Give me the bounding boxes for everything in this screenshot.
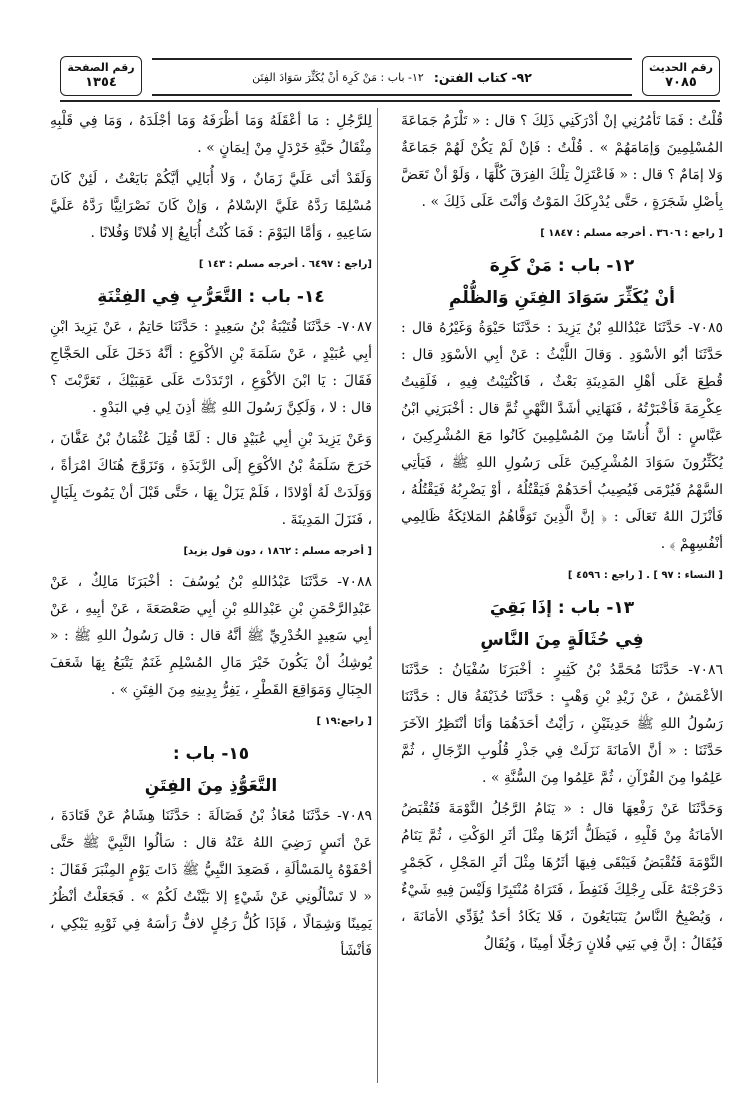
page-number-box: [60, 56, 142, 96]
paragraph: وَحَدَّثَنَا عَنْ رَفْعِهَا قال : « يَنَامُ الرَّجُلُ النَّوْمَةَ فَتُقْبَضُ الأمَانَةُ مِنْ قَلْبِهِ ، فَيَظَلُّ أثَرُهَا مِثْلَ أثَرِ الوَكْتِ ، ثُمَّ يَنَامُ النَّوْمَةَ فَتُقْبَضُ فَيَبْقَى فِيهَا أثَرُهَا مِثْلَ أثَرِ المَجْلِ ، كَجَمْرٍ دَحْرَجْتَهُ عَلَى رِجْلِكَ فَنَفِطَ ، فَتَرَاهُ مُنْتَبِرًا وَلَيْسَ فِيهِ شَيْءٌ ، وَيُصْبِحُ النَّاسُ يَتَبَايَعُونَ ، فَلا يَكَادُ أحَدٌ يُؤَدِّي الأمَانَةَ ، فَيُقَالُ : إنَّ فِي بَنِي فُلانٍ رَجُلًا أمِينًا ، وَيُقَالُ: [401, 801, 723, 952]
page-number-label: رقم الصفحة: [67, 61, 135, 74]
column-divider: [377, 108, 378, 1083]
reference-note: [راجع : ٦٤٩٧ . أخرجه مسلم : ١٤٣ ]: [198, 259, 372, 270]
chapter-heading-14: ١٤- باب : التَّعَرُّبِ فِي الفِتْنَةِ: [97, 287, 325, 307]
running-title: [152, 58, 632, 96]
reference-note: [ أخرجه مسلم : ١٨٦٢ ، دون قول يزيد]: [183, 546, 372, 557]
page-number: ١٣٥٤: [85, 74, 117, 90]
book-title: ٩٢- كتاب الفتن:: [433, 69, 532, 85]
chapter-heading-15: ١٥- باب :: [172, 744, 250, 764]
header-rule: [60, 100, 720, 102]
hadith-7087: ٧٠٨٧- حَدَّثَنَا قُتَيْبَةُ بْنُ سَعِيدٍ : حَدَّثَنَا حَاتِمٌ ، عَنْ يَزِيدَ ابْنِ أبِي عُبَيْدٍ ، عَنْ سَلَمَةَ بْنِ الأكْوَعِ : أنَّهُ دَخَلَ عَلَى الحَجَّاجِ فَقَالَ : يَا ابْنَ الأكْوَعِ ، ارْتَدَدْتَ عَلَى عَقِبَيْكَ ، تَعَرَّبْتَ ؟ قال : لا ، وَلَكِنَّ رَسُولَ اللهِ ﷺ أذِنَ لِي فِي البَدْوِ .: [50, 319, 372, 416]
reference-note: [ راجع:١٩ ]: [316, 716, 372, 727]
hadith-number-box: [642, 56, 720, 96]
hadith-7085: ٧٠٨٥- حَدَّثَنَا عَبْدُاللهِ بْنُ يَزِيدَ : حَدَّثَنَا حَيْوَةُ وَغَيْرُهُ قال : حَدَّثَنَا أبُو الأسْوَدِ . وَقالَ اللَّيْثُ : عَنْ أبِي الأسْوَدِ قال : قُطِعَ عَلَى أهْلِ المَدِينَةِ بَعْثٌ ، فَاكْتُتِبْتُ فِيهِ ، فَلَقِيتُ عِكْرِمَةَ فَأخْبَرْتُهُ ، فَنَهَانِي أشَدَّ النَّهْيِ ثُمَّ قال : أخْبَرَنِي ابْنُ عَبَّاسٍ : أنَّ أُناسًا مِنَ المُسْلِمِينَ كَانُوا مَعَ المُشْرِكِينَ ، يُكَثِّرُونَ سَوَادَ المُشْرِكِينَ عَلَى رَسُولِ اللهِ ﷺ ، فَيَأتِي السَّهْمُ فَيُرْمَى فَيُصِيبُ أحَدَهُمْ فَيَقْتُلُهُ ، أوْ يَضْرِبُهُ فَيَقْتُلُهُ ، فَأنْزَلَ اللهُ تَعَالَى : ﴿ إنَّ الَّذِينَ تَوَفَّاهُمُ المَلائِكَةُ ظَالِمِي أنْفُسِهِمْ ﴾ .: [401, 320, 723, 552]
hadith-7088: ٧٠٨٨- حَدَّثَنَا عَبْدُاللهِ بْنُ يُوسُفَ : أخْبَرَنَا مَالِكٌ ، عَنْ عَبْدِالرَّحْمَنِ بْنِ عَبْدِاللهِ بْنِ أبِي صَعْصَعَةَ ، عَنْ أبِيهِ ، عَنْ أبِي سَعِيدٍ الخُدْرِيِّ ﷺ أنَّهُ قال : قال رَسُولُ اللهِ ﷺ : « يُوشِكُ أنْ يَكُونَ خَيْرَ مَالِ المُسْلِمِ غَنَمٌ يَتْبَعُ بِهَا شَعَفَ الجِبَالِ وَمَوَاقِعَ القَطْرِ ، يَفِرُّ بِدِينِهِ مِنَ الفِتَنِ » .: [50, 574, 372, 698]
hadith-7089: ٧٠٨٩- حَدَّثَنَا مُعَاذُ بْنُ فَضَالَةَ : حَدَّثَنَا هِشَامٌ عَنْ قَتَادَةَ ، عَنْ أنَسٍ رَضِيَ اللهُ عَنْهُ قال : سَألُوا النَّبِيَّ ﷺ حَتَّى أحْفَوْهُ بِالمَسْألَةِ ، فَصَعِدَ النَّبِيُّ ﷺ ذَاتَ يَوْمٍ المِنْبَرَ فَقَالَ : « لا تَسْألُونِي عَنْ شَيْءٍ إلا بَيَّنْتُ لَكُمْ » . فَجَعَلْتُ أنْظُرُ يَمِينًا وَشِمَالًا ، فَإذَا كُلُّ رَجُلٍ لافٌّ رَأسَهُ فِي ثَوْبِهِ يَبْكِي ، فَأنْشَأ: [50, 808, 372, 959]
hadith-number: ٧٠٨٥: [665, 74, 697, 90]
chapter-heading-15-sub: التَّعَوُّذِ مِنَ الفِتَنِ: [144, 776, 278, 796]
chapter-heading-12: ١٢- باب : مَنْ كَرِهَ: [489, 256, 635, 276]
paragraph: قُلْتُ : فَمَا تَأمُرُنِي إنْ أدْرَكَنِي ذَلِكَ ؟ قال : « تَلْزَمُ جَمَاعَةَ المُسْلِمِينَ وَإمَامَهُمْ » . قُلْتُ : فَإنْ لَمْ يَكُنْ لَهُمْ جَمَاعَةٌ وَلا إمَامٌ ؟ قال : « فَاعْتَزِلْ تِلْكَ الفِرَقَ كُلَّهَا ، وَلَوْ أنْ تَعَضَّ بِأصْلِ شَجَرَةٍ ، حَتَّى يُدْرِكَكَ المَوْتُ وَأنْتَ عَلَى ذَلِكَ » .: [401, 113, 723, 210]
chapter-heading-13-sub: فِي حُثَالَةٍ مِنَ النَّاسِ: [480, 630, 644, 650]
page-header: [60, 54, 720, 98]
reference-note: [ راجع : ٣٦٠٦ . أخرجه مسلم : ١٨٤٧ ]: [540, 228, 723, 239]
paragraph: لِلرَّجُلِ : مَا أعْقَلَهُ وَمَا أظْرَفَهُ وَمَا أجْلَدَهُ ، وَمَا فِي قَلْبِهِ مِثْقَالُ حَبَّةِ خَرْدَلٍ مِنْ إيمَانٍ » .: [50, 113, 372, 156]
left-column: [50, 108, 372, 1083]
paragraph: وَلَقَدْ أتَى عَلَيَّ زَمَانٌ ، وَلا أُبَالِي أيَّكُمْ بَايَعْتُ ، لَئِنْ كَانَ مُسْلِمًا رَدَّهُ عَلَيَّ الإسْلامُ ، وَإنْ كَانَ نَصْرَانِيًّا رَدَّهُ عَلَيَّ سَاعِيهِ ، وَأمَّا اليَوْمَ : فَمَا كُنْتُ أُبَايِعُ إلا فُلانًا وَفُلانًا .: [50, 171, 372, 241]
chapter-heading-13: ١٣- باب : إذَا بَقِيَ: [489, 598, 635, 618]
paragraph: وَعَنْ يَزِيدَ بْنِ أبِي عُبَيْدٍ قال : لَمَّا قُتِلَ عُثْمَانُ بْنُ عَفَّانَ ، خَرَجَ سَلَمَةُ بْنُ الأكْوَعِ إلَى الرَّبَذَةِ ، وَتَزَوَّجَ هُنَاكَ امْرَأةً ، وَوَلَدَتْ لَهُ أوْلادًا ، فَلَمْ يَزَلْ بِهَا ، حَتَّى قَبْلَ أنْ يَمُوتَ بِلَيَالٍ ، فَنَزَلَ المَدِينَةَ .: [50, 431, 372, 528]
hadith-7086: ٧٠٨٦- حَدَّثَنَا مُحَمَّدُ بْنُ كَثِيرٍ : أخْبَرَنَا سُفْيَانُ : حَدَّثَنَا الأعْمَشُ ، عَنْ زَيْدِ بْنِ وَهْبٍ : حَدَّثَنَا حُذَيْفَةُ قال : حَدَّثَنَا رَسُولُ اللهِ ﷺ حَدِيثَيْنِ ، رَأيْتُ أحَدَهُمَا وَأنَا أنْتَظِرُ الآخَرَ حَدَّثَنَا : « أنَّ الأمَانَةَ نَزَلَتْ فِي جَذْرِ قُلُوبِ الرِّجَالِ ، ثُمَّ عَلِمُوا مِنَ القُرْآنِ ، ثُمَّ عَلِمُوا مِنَ السُّنَّةِ » .: [401, 662, 723, 786]
right-column: [401, 108, 723, 1083]
chapter-title: ١٢- باب : مَنْ كَرِهَ أنْ يُكَثِّرَ سَوَادَ الفِتَن: [252, 70, 424, 84]
chapter-heading-12-sub: أنْ يُكَثِّرَ سَوَادَ الفِتَنِ وَالظُّلْمِ: [448, 288, 675, 308]
hadith-number-label: رقم الحديث: [649, 61, 713, 74]
reference-note: [ النساء : ٩٧ ] . [ راجع : ٤٥٩٦ ]: [567, 570, 723, 581]
